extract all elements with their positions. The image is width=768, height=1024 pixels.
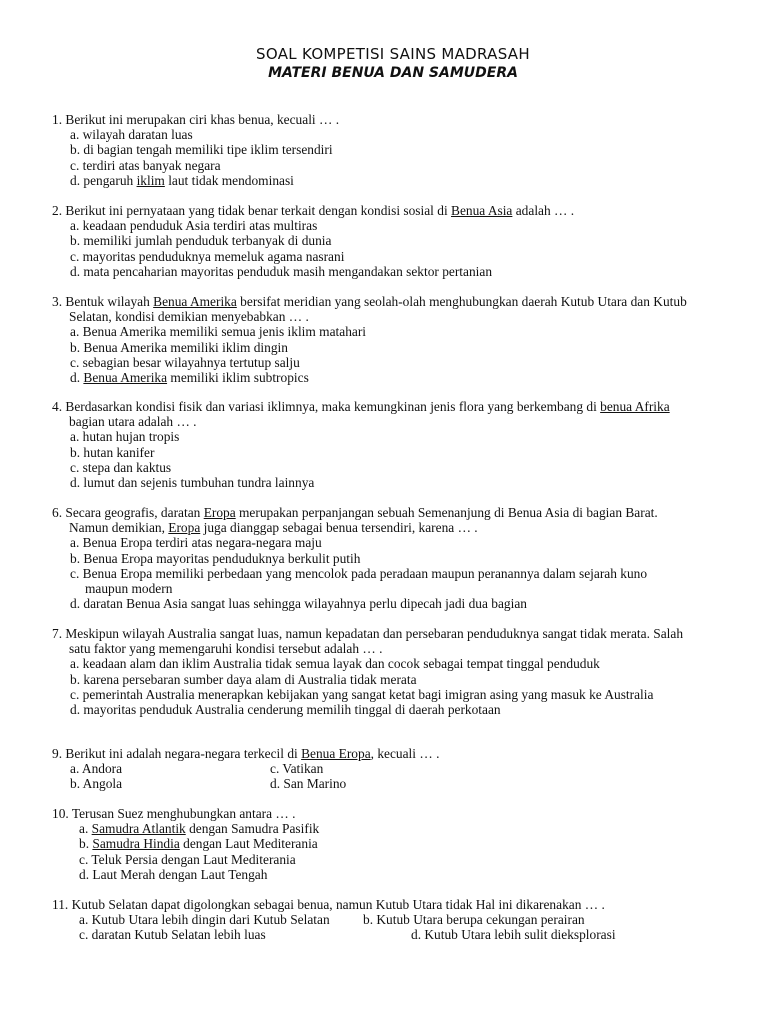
underlined-term: iklim bbox=[136, 172, 165, 188]
question-7-option-b: b. karena persebaran sumber daya alam di Australia tidak merata bbox=[70, 671, 417, 687]
question-6 bbox=[52, 505, 692, 611]
question-1-option-c: c. terdiri atas banyak negara bbox=[70, 157, 221, 173]
underlined-term: Benua Amerika bbox=[83, 370, 168, 386]
question-6-option-a: a. Benua Eropa terdiri atas negara-negara maju bbox=[70, 535, 322, 551]
question-11-options-row-1 bbox=[52, 912, 692, 927]
question-10-option-b: b. Samudra Hindia dengan Laut Mediterania bbox=[79, 836, 318, 852]
question-3-option-c: c. sebagian besar wilayahnya tertutup salju bbox=[70, 354, 300, 370]
question-1-option-a: a. wilayah daratan luas bbox=[70, 127, 193, 143]
question-2-option-a: a. keadaan penduduk Asia terdiri atas multiras bbox=[70, 218, 318, 234]
question-4-option-d: d. lumut dan sejenis tumbuhan tundra lainnya bbox=[70, 475, 315, 491]
question-2-stem: 2. Berikut ini pernyataan yang tidak benar terkait dengan kondisi sosial di Benua Asia adalah … . bbox=[52, 203, 575, 218]
underlined-term: Samudra Atlantik bbox=[91, 821, 186, 837]
question-11-option-a: a. Kutub Utara lebih dingin dari Kutub Selatan bbox=[79, 912, 330, 928]
question-11-options-row-2 bbox=[52, 927, 692, 942]
question-4-option-c: c. stepa dan kaktus bbox=[70, 459, 172, 475]
question-11-option-c: c. daratan Kutub Selatan lebih luas bbox=[79, 927, 266, 943]
question-6-option-b: b. Benua Eropa mayoritas penduduknya berkulit putih bbox=[70, 550, 361, 566]
question-10-stem: 10. Terusan Suez menghubungkan antara … . bbox=[52, 806, 296, 821]
underlined-term: Samudra Hindia bbox=[92, 836, 180, 852]
question-10-option-c: c. Teluk Persia dengan Laut Mediterania bbox=[79, 851, 296, 867]
question-9-option-a: a. Andora bbox=[70, 761, 123, 777]
underlined-term: Eropa bbox=[203, 505, 236, 520]
question-4-option-b: b. hutan kanifer bbox=[70, 444, 155, 460]
question-3-option-a: a. Benua Amerika memiliki semua jenis iklim matahari bbox=[70, 324, 367, 340]
document-title: SOAL KOMPETISI SAINS MADRASAH bbox=[256, 45, 530, 63]
question-10-option-a: a. Samudra Atlantik dengan Samudra Pasifik bbox=[79, 821, 320, 837]
question-7-option-c: c. pemerintah Australia menerapkan kebijakan yang sangat ketat bagi imigran asing yang masuk ke Australia bbox=[70, 686, 654, 702]
document-header bbox=[0, 44, 768, 82]
question-10 bbox=[52, 806, 692, 882]
question-7-option-d: d. mayoritas penduduk Australia cenderung memilih tinggal di daerah perkotaan bbox=[70, 702, 501, 718]
question-6-stem: 6. Secara geografis, daratan Eropa merupakan perpanjangan sebuah Semenanjung di Benua Asia di bagian Barat. Namun demikian, Eropa juga dianggap sebagai benua tersendiri, karena … . bbox=[52, 505, 658, 536]
underlined-term: Benua Eropa bbox=[301, 746, 371, 761]
question-1-option-d: d. pengaruh iklim laut tidak mendominasi bbox=[70, 172, 294, 188]
question-9-options-row-1 bbox=[52, 761, 692, 776]
question-3-option-d: d. Benua Amerika memiliki iklim subtropics bbox=[70, 370, 309, 386]
question-2 bbox=[52, 203, 692, 279]
question-11 bbox=[52, 897, 692, 943]
question-7-stem: 7. Meskipun wilayah Australia sangat luas, namun kepadatan dan persebaran penduduknya sangat tidak merata. Salah satu faktor yang memengaruhi kondisi tersebut adalah … . bbox=[52, 626, 684, 657]
underlined-term: benua Afrika bbox=[600, 399, 670, 414]
question-6-option-d: d. daratan Benua Asia sangat luas sehingga wilayahnya perlu dipecah jadi dua bagian bbox=[70, 596, 527, 612]
question-2-option-d: d. mata pencaharian mayoritas penduduk masih mengandakan sektor pertanian bbox=[70, 263, 493, 279]
underlined-term: Eropa bbox=[168, 520, 201, 536]
question-3-stem: 3. Bentuk wilayah Benua Amerika bersifat meridian yang seolah-olah menghubungkan daerah Kutub Utara dan Kutub Selatan, kondisi demikian menyebabkan … . bbox=[52, 294, 687, 325]
question-9-option-c: c. Vatikan bbox=[270, 761, 324, 777]
question-1-stem: 1. Berikut ini merupakan ciri khas benua, kecuali … . bbox=[52, 112, 340, 127]
question-11-stem: 11. Kutub Selatan dapat digolongkan sebagai benua, namun Kutub Utara tidak Hal ini dikarenakan … . bbox=[52, 897, 605, 912]
underlined-term: Benua Amerika bbox=[153, 294, 237, 309]
question-7-option-a: a. keadaan alam dan iklim Australia tidak semua layak dan cocok sebagai tempat tinggal penduduk bbox=[70, 656, 600, 672]
question-4 bbox=[52, 399, 692, 490]
question-2-option-b: b. memiliki jumlah penduduk terbanyak di dunia bbox=[70, 233, 332, 249]
question-9-stem: 9. Berikut ini adalah negara-negara terkecil di Benua Eropa, kecuali … . bbox=[52, 746, 440, 761]
question-4-option-a: a. hutan hujan tropis bbox=[70, 429, 180, 445]
document-subtitle: MATERI BENUA DAN SAMUDERA bbox=[268, 65, 518, 81]
question-1 bbox=[52, 112, 692, 188]
question-9-option-b: b. Angola bbox=[70, 776, 123, 792]
question-3 bbox=[52, 294, 692, 385]
question-9-option-d: d. San Marino bbox=[270, 776, 347, 792]
question-10-option-d: d. Laut Merah dengan Laut Tengah bbox=[79, 866, 268, 882]
question-4-stem: 4. Berdasarkan kondisi fisik dan variasi iklimnya, maka kemungkinan jenis flora yang berkembang di benua Afrika bagian utara adalah … . bbox=[52, 399, 670, 430]
question-11-option-b: b. Kutub Utara berupa cekungan perairan bbox=[363, 912, 585, 928]
question-2-option-c: c. mayoritas penduduknya memeluk agama nasrani bbox=[70, 248, 345, 264]
question-7 bbox=[52, 626, 692, 717]
question-3-option-b: b. Benua Amerika memiliki iklim dingin bbox=[70, 339, 288, 355]
question-11-option-d: d. Kutub Utara lebih sulit dieksplorasi bbox=[411, 927, 616, 943]
question-1-option-b: b. di bagian tengah memiliki tipe iklim tersendiri bbox=[70, 142, 333, 158]
question-9-options-row-2 bbox=[52, 776, 692, 791]
underlined-term: Benua Asia bbox=[451, 203, 513, 218]
question-6-option-c: c. Benua Eropa memiliki perbedaan yang mencolok pada peradaan maupun peranannya dalam sejarah kuno maupun modern bbox=[70, 565, 648, 597]
question-9 bbox=[52, 746, 692, 792]
